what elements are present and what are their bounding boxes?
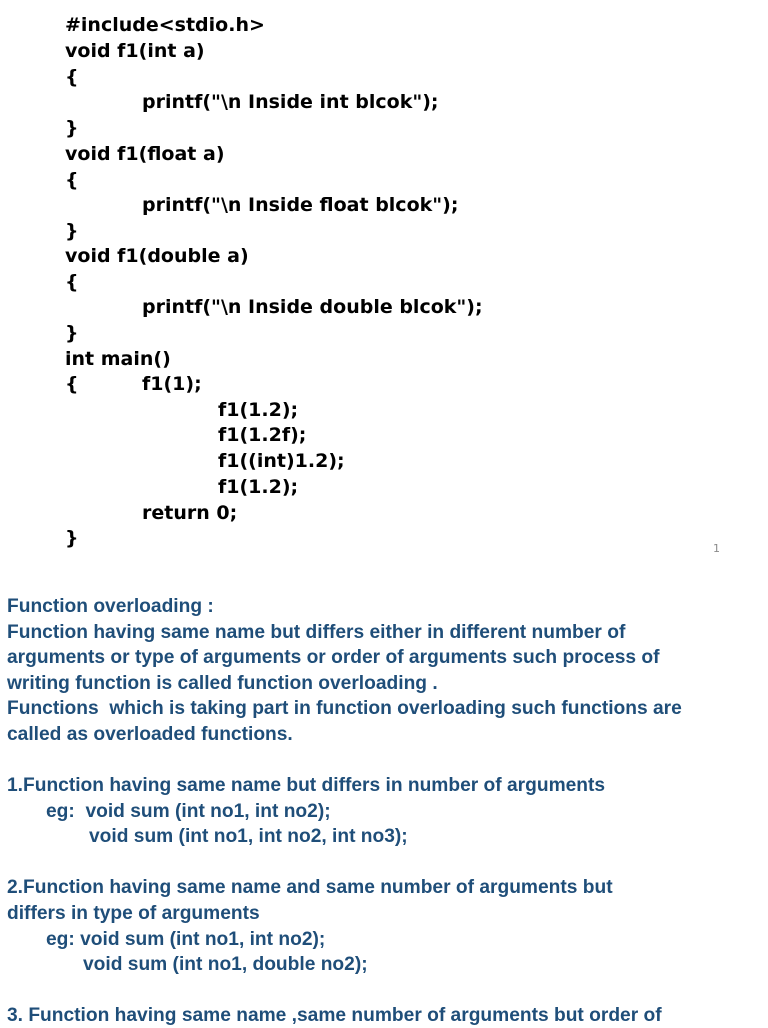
notes-line: Function having same name but differs either in different number of [7,622,626,643]
code-line: } [65,220,79,242]
code-line: { [65,66,79,88]
code-line: int main() [65,348,171,370]
code-line: printf("\n Inside int blcok"); [142,91,439,113]
code-line: return 0; [142,502,238,524]
notes-line: differs in type of arguments [7,903,260,924]
notes-line: 1.Function having same name but differs in number of arguments [7,775,606,796]
notes-slide [0,570,768,1024]
code-line: f1(1.2f); [218,424,307,446]
code-line: f1(1.2); [218,399,299,421]
code-line: { [65,169,79,191]
notes-line: eg: void sum (int no1, int no2); [46,801,331,822]
code-line: } [65,322,79,344]
code-line: f1(1.2); [218,476,299,498]
code-line: { [65,373,79,395]
code-line: printf("\n Inside double blcok"); [142,296,483,318]
notes-line: arguments or type of arguments or order of arguments such process of [7,647,660,668]
code-line: f1((int)1.2); [218,450,345,472]
notes-line: called as overloaded functions. [7,724,293,745]
notes-line: Functions which is taking part in function overloading such functions are [7,698,682,719]
code-line: void f1(float a) [65,143,225,165]
notes-line: eg: void sum (int no1, int no2); [46,929,326,950]
notes-heading: Function overloading : [7,596,214,617]
code-line: #include<stdio.h> [65,14,265,36]
code-line: f1(1); [142,373,202,395]
notes-line: writing function is called function overloading . [7,673,438,694]
notes-line: 3. Function having same name ,same number of arguments but order of [7,1005,662,1026]
notes-line: void sum (int no1, double no2); [83,954,368,975]
notes-line: void sum (int no1, int no2, int no3); [89,826,408,847]
page-number: 1 [713,542,720,555]
notes-line: 2.Function having same name and same number of arguments but [7,877,613,898]
code-line: void f1(double a) [65,245,249,267]
code-line: } [65,117,79,139]
code-line: { [65,271,79,293]
code-line: printf("\n Inside float blcok"); [142,194,459,216]
code-line: void f1(int a) [65,40,205,62]
code-line: } [65,527,79,549]
